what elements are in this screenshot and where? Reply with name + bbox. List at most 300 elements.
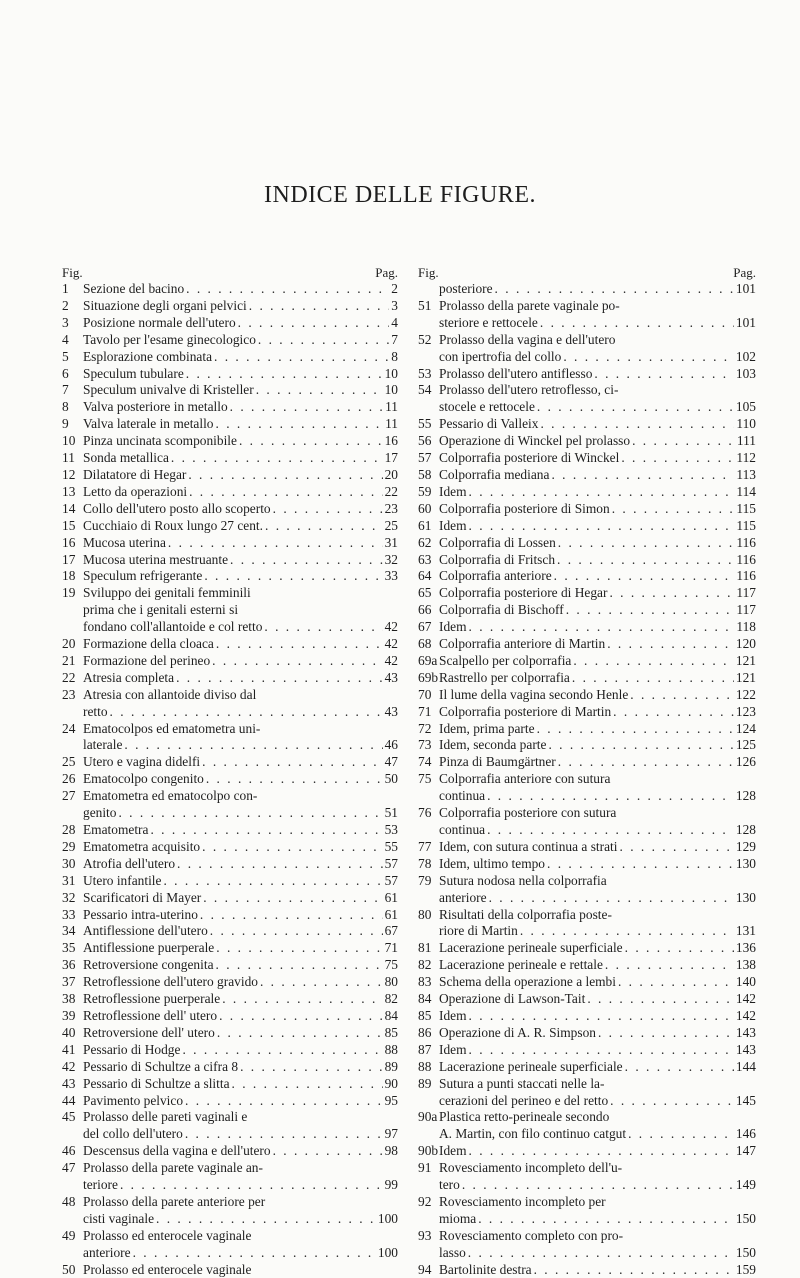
- caption-text: Lacerazione perineale superficiale: [439, 1058, 623, 1074]
- caption-text: Colporrafia anteriore con sutura: [439, 771, 611, 787]
- caption-text: Ematometra ed ematocolpo con-: [83, 788, 258, 804]
- figure-number: 34: [62, 923, 76, 939]
- figure-entry: [62, 940, 398, 957]
- figure-entry: [418, 907, 756, 941]
- figure-number: 17: [62, 551, 76, 567]
- figure-number: 61: [418, 517, 432, 533]
- caption-text: Prolasso della parete vaginale po-: [439, 297, 620, 313]
- caption-line: [439, 873, 756, 890]
- figure-caption: [83, 585, 398, 636]
- caption-line: [439, 754, 756, 771]
- figure-entry: [62, 484, 398, 501]
- caption-text: Il lume della vagina secondo Henle: [439, 686, 629, 702]
- dot-leader: [469, 1008, 734, 1025]
- figure-caption: [83, 450, 398, 467]
- caption-text: Idem, prima parte: [439, 720, 535, 736]
- page-number: 145: [735, 1092, 756, 1108]
- figure-caption: [83, 535, 398, 552]
- caption-text: con ipertrofia del collo: [439, 348, 562, 364]
- page-number: 46: [384, 737, 398, 753]
- caption-text: Prolasso della parete anteriore per: [83, 1193, 266, 1209]
- figure-entry: [62, 653, 398, 670]
- caption-line: [439, 805, 756, 822]
- dot-leader: [557, 552, 734, 569]
- page-number: 110: [736, 416, 756, 432]
- caption-line: [83, 805, 398, 822]
- figure-number: 94: [418, 1261, 432, 1277]
- dot-leader: [202, 839, 382, 856]
- dot-leader: [618, 974, 734, 991]
- dot-leader: [566, 602, 735, 619]
- caption-line: [439, 1177, 756, 1194]
- page-number: 3: [391, 297, 398, 313]
- figure-caption: [83, 501, 398, 518]
- caption-line: [439, 315, 756, 332]
- figure-entry: [62, 1143, 398, 1160]
- page-number: 100: [377, 1210, 398, 1226]
- dot-leader: [230, 399, 383, 416]
- caption-line: [83, 788, 398, 805]
- caption-line: [439, 788, 756, 805]
- figure-entry: [62, 1093, 398, 1110]
- caption-text: Valva posteriore in metallo: [83, 399, 228, 415]
- dot-leader: [182, 1042, 382, 1059]
- figure-number: 85: [418, 1007, 432, 1023]
- fig-header: Fig.: [62, 265, 83, 280]
- dot-leader: [598, 1025, 734, 1042]
- caption-line: [83, 670, 398, 687]
- figure-entry: [62, 568, 398, 585]
- figure-caption: [83, 433, 398, 450]
- figure-entry: [62, 890, 398, 907]
- figure-number: 50: [62, 1261, 76, 1277]
- figure-entry: [418, 619, 756, 636]
- page-number: 114: [736, 483, 756, 499]
- caption-text: Prolasso dell'utero retroflesso, ci-: [439, 382, 619, 398]
- caption-text: Rastrello per colporrafia: [439, 669, 570, 685]
- figure-number: 14: [62, 500, 76, 516]
- dot-leader: [163, 873, 382, 890]
- figure-caption: [439, 1228, 756, 1262]
- figure-number: 90a: [418, 1109, 438, 1125]
- caption-text: Prolasso dell'utero antiflesso: [439, 365, 593, 381]
- figure-number: 91: [418, 1160, 432, 1176]
- figure-entry: [62, 771, 398, 788]
- figure-number: 54: [418, 382, 432, 398]
- page-number: 101: [735, 281, 756, 296]
- dot-leader: [534, 1262, 734, 1278]
- caption-text: riore di Martin: [439, 923, 518, 939]
- caption-text: Pessario di Valleix: [439, 416, 539, 432]
- figure-caption: [439, 670, 756, 687]
- figure-entry: [62, 332, 398, 349]
- figure-caption: [439, 957, 756, 974]
- caption-line: [439, 535, 756, 552]
- figure-caption: [83, 940, 398, 957]
- caption-line: [83, 737, 398, 754]
- caption-text: Colporrafia anteriore di Martin: [439, 636, 606, 652]
- figure-entry: [62, 535, 398, 552]
- figure-caption: [83, 957, 398, 974]
- page-number: 17: [384, 450, 398, 466]
- caption-text: anteriore: [83, 1244, 131, 1260]
- caption-line: [83, 636, 398, 653]
- caption-line: [83, 1025, 398, 1042]
- figure-entry: [62, 670, 398, 687]
- figure-entry: [418, 501, 756, 518]
- figure-caption: [439, 1042, 756, 1059]
- figure-caption: [83, 890, 398, 907]
- caption-line: [83, 1228, 398, 1245]
- figure-caption: [439, 805, 756, 839]
- dot-leader: [610, 1093, 734, 1110]
- figure-number: 64: [418, 568, 432, 584]
- caption-line: [83, 433, 398, 450]
- figure-caption: [83, 1262, 398, 1278]
- figure-caption: [439, 602, 756, 619]
- page-number: 112: [736, 450, 756, 466]
- caption-line: [83, 1245, 398, 1262]
- dot-leader: [487, 822, 734, 839]
- caption-text: cerazioni del perineo e del retto: [439, 1092, 609, 1108]
- figure-number: 30: [62, 855, 76, 871]
- caption-text: tero: [439, 1177, 460, 1193]
- figure-number: 65: [418, 585, 432, 601]
- figure-entry: [418, 957, 756, 974]
- caption-line: [83, 501, 398, 518]
- figure-caption: [439, 1194, 756, 1228]
- caption-text: Retroversione dell' utero: [83, 1024, 215, 1040]
- page-number: 95: [384, 1092, 398, 1108]
- page-number: 22: [384, 483, 398, 499]
- caption-line: [439, 349, 756, 366]
- figure-number: 92: [418, 1193, 432, 1209]
- caption-line: [439, 1008, 756, 1025]
- caption-text: posteriore: [439, 281, 493, 296]
- figure-number: 21: [62, 652, 76, 668]
- caption-line: [439, 1143, 756, 1160]
- caption-line: [83, 619, 398, 636]
- figure-entry: [418, 552, 756, 569]
- dot-leader: [462, 1177, 734, 1194]
- caption-line: [83, 771, 398, 788]
- figure-caption: [83, 839, 398, 856]
- figure-entry: [62, 1042, 398, 1059]
- figure-entry: [418, 856, 756, 873]
- caption-line: [439, 907, 756, 924]
- caption-text: Ematocolpos ed ematometra uni-: [83, 720, 261, 736]
- figure-caption: [439, 518, 756, 535]
- figure-number: 5: [62, 348, 69, 364]
- dot-leader: [239, 433, 383, 450]
- caption-line: [439, 1093, 756, 1110]
- caption-line: [83, 602, 398, 619]
- page-number: 57: [384, 855, 398, 871]
- caption-line: [83, 991, 398, 1008]
- caption-text: Rovesciamento completo con pro-: [439, 1227, 624, 1243]
- figure-caption: [439, 653, 756, 670]
- figure-number: 41: [62, 1041, 76, 1057]
- caption-line: [439, 890, 756, 907]
- caption-line: [83, 907, 398, 924]
- figure-number: 2: [62, 297, 69, 313]
- dot-leader: [249, 298, 390, 315]
- dot-leader: [495, 281, 734, 298]
- figure-number: 11: [62, 450, 75, 466]
- page-number: 120: [735, 636, 756, 652]
- dot-leader: [558, 754, 734, 771]
- caption-text: Antiflessione dell'utero: [83, 923, 208, 939]
- figure-caption: [83, 298, 398, 315]
- figure-entry: [418, 416, 756, 433]
- caption-line: [439, 974, 756, 991]
- caption-text: Colporrafia posteriore di Winckel: [439, 450, 620, 466]
- figure-number: 3: [62, 314, 69, 330]
- caption-text: Colporrafia posteriore di Hegar: [439, 585, 608, 601]
- figure-number: 8: [62, 399, 69, 415]
- caption-text: Collo dell'utero posto allo scoperto: [83, 500, 271, 516]
- figure-number: 47: [62, 1160, 76, 1176]
- figure-entry: [62, 349, 398, 366]
- figure-caption: [439, 366, 756, 383]
- figure-number: 66: [418, 602, 432, 618]
- figure-entry: [418, 704, 756, 721]
- figure-entry: [418, 771, 756, 805]
- figure-number: 40: [62, 1024, 76, 1040]
- figure-caption: [439, 1008, 756, 1025]
- figure-caption: [439, 1160, 756, 1194]
- figure-caption: [83, 467, 398, 484]
- caption-line: [439, 1042, 756, 1059]
- figure-number: 62: [418, 534, 432, 550]
- dot-leader: [210, 923, 383, 940]
- page-number: 144: [735, 1058, 756, 1074]
- caption-text: Sezione del bacino: [83, 281, 185, 296]
- caption-line: [439, 771, 756, 788]
- figure-caption: [83, 1025, 398, 1042]
- caption-text: Sviluppo dei genitali femminili: [83, 585, 251, 601]
- caption-text: Formazione della cloaca: [83, 636, 214, 652]
- page-title: INDICE DELLE FIGURE.: [264, 182, 536, 208]
- dot-leader: [630, 687, 734, 704]
- caption-line: [439, 923, 756, 940]
- caption-text: Letto da operazioni: [83, 483, 188, 499]
- figure-entry: [62, 907, 398, 924]
- caption-line: [439, 636, 756, 653]
- caption-line: [83, 1262, 398, 1278]
- dot-leader: [222, 991, 382, 1008]
- caption-text: Retroflessione dell'utero gravido: [83, 974, 258, 990]
- caption-line: [83, 687, 398, 704]
- figure-entry: [62, 1008, 398, 1025]
- dot-leader: [540, 315, 734, 332]
- caption-line: [439, 1126, 756, 1143]
- dot-leader: [273, 501, 383, 518]
- figure-entry: [62, 754, 398, 771]
- caption-line: [83, 1160, 398, 1177]
- caption-text: Retroflessione puerperale: [83, 991, 221, 1007]
- caption-text: steriore e rettocele: [439, 314, 538, 330]
- caption-text: Sutura nodosa nella colporrafia: [439, 872, 607, 888]
- dot-leader: [216, 940, 382, 957]
- caption-line: [83, 1126, 398, 1143]
- dot-leader: [520, 923, 734, 940]
- figure-caption: [439, 585, 756, 602]
- figure-entry: [62, 721, 398, 755]
- caption-line: [439, 433, 756, 450]
- figure-number: 29: [62, 838, 76, 854]
- figure-entry: [62, 298, 398, 315]
- left-column: [62, 265, 398, 1278]
- page-number: 116: [736, 568, 756, 584]
- figure-caption: [439, 704, 756, 721]
- figure-entry: [62, 687, 398, 721]
- figure-caption: [83, 416, 398, 433]
- figure-entry: [418, 366, 756, 383]
- figure-number: 49: [62, 1227, 76, 1243]
- caption-text: Atresia completa: [83, 669, 175, 685]
- page-number: 31: [384, 534, 398, 550]
- dot-leader: [176, 670, 383, 687]
- figure-caption: [83, 991, 398, 1008]
- caption-line: [439, 518, 756, 535]
- figure-entry: [418, 687, 756, 704]
- figure-entry: [62, 501, 398, 518]
- figure-caption: [83, 771, 398, 788]
- figure-caption: [439, 737, 756, 754]
- figure-caption: [439, 382, 756, 416]
- figure-caption: [439, 619, 756, 636]
- caption-line: [83, 754, 398, 771]
- figure-number: 84: [418, 991, 432, 1007]
- dot-leader: [202, 754, 382, 771]
- figure-caption: [83, 1042, 398, 1059]
- figure-entry: [418, 991, 756, 1008]
- dot-leader: [216, 416, 384, 433]
- caption-text: Bartolinite destra: [439, 1261, 532, 1277]
- caption-text: teriore: [83, 1177, 118, 1193]
- caption-line: [439, 1228, 756, 1245]
- caption-text: Lacerazione perineale e rettale: [439, 957, 603, 973]
- page-number: 128: [735, 822, 756, 837]
- figure-caption: [83, 1076, 398, 1093]
- caption-text: lasso: [439, 1244, 466, 1260]
- caption-line: [83, 873, 398, 890]
- caption-line: [83, 1042, 398, 1059]
- figure-number: 82: [418, 957, 432, 973]
- caption-text: Ematometra: [83, 822, 149, 837]
- caption-text: Tavolo per l'esame ginecologico: [83, 331, 256, 347]
- figure-caption: [83, 281, 398, 298]
- caption-line: [83, 568, 398, 585]
- caption-text: Prolasso della parete vaginale an-: [83, 1160, 263, 1176]
- figure-number: 38: [62, 991, 76, 1007]
- caption-line: [83, 1076, 398, 1093]
- figure-number: 83: [418, 974, 432, 990]
- dot-leader: [469, 484, 735, 501]
- caption-text: Sonda metallica: [83, 450, 169, 466]
- figure-caption: [439, 1109, 756, 1143]
- figure-caption: [83, 332, 398, 349]
- caption-text: Pessario intra-uterino: [83, 906, 198, 922]
- figure-number: 28: [62, 822, 76, 837]
- page-number: 138: [735, 957, 756, 973]
- page-number: 118: [736, 619, 756, 635]
- figure-entry: [418, 1262, 756, 1278]
- caption-line: [439, 399, 756, 416]
- caption-text: Antiflessione puerperale: [83, 940, 215, 956]
- caption-line: [439, 1025, 756, 1042]
- caption-text: Colporrafia di Bischoff: [439, 602, 564, 618]
- dot-leader: [605, 957, 734, 974]
- dot-leader: [188, 467, 382, 484]
- figure-entry: [62, 281, 398, 298]
- caption-line: [83, 315, 398, 332]
- figure-entry: [418, 974, 756, 991]
- page-number: 113: [736, 466, 756, 482]
- caption-line: [439, 585, 756, 602]
- caption-text: del collo dell'utero: [83, 1126, 183, 1142]
- dot-leader: [587, 991, 734, 1008]
- figure-caption: [83, 670, 398, 687]
- caption-text: Speculum refrigerante: [83, 568, 203, 584]
- figure-entry: [62, 991, 398, 1008]
- dot-leader: [156, 1211, 376, 1228]
- caption-line: [83, 653, 398, 670]
- caption-text: Schema della operazione a lembi: [439, 974, 616, 990]
- figure-entry: [418, 298, 756, 332]
- dot-leader: [216, 636, 383, 653]
- caption-text: stocele e rettocele: [439, 399, 535, 415]
- figure-caption: [439, 974, 756, 991]
- figure-caption: [439, 1025, 756, 1042]
- page-number: 99: [384, 1177, 398, 1193]
- figure-entry: [418, 382, 756, 416]
- figure-entry: [418, 653, 756, 670]
- figure-entry: [62, 873, 398, 890]
- caption-line: [83, 1143, 398, 1160]
- caption-text: Prolasso della vagina e dell'utero: [439, 331, 616, 347]
- figure-number: 39: [62, 1007, 76, 1023]
- figure-entry: [62, 1076, 398, 1093]
- fig-header: Fig.: [418, 265, 439, 280]
- figure-entry: [62, 1228, 398, 1262]
- figure-number: 19: [62, 585, 76, 601]
- caption-text: Speculum tubulare: [83, 365, 184, 381]
- dot-leader: [554, 568, 735, 585]
- page-number: 140: [735, 974, 756, 990]
- figure-entry: [418, 1228, 756, 1262]
- figure-number: 53: [418, 365, 432, 381]
- dot-leader: [621, 450, 734, 467]
- page-number: 47: [384, 754, 398, 770]
- figure-entry: [418, 670, 756, 687]
- page-number: 11: [385, 399, 398, 415]
- page-number: 123: [735, 703, 756, 719]
- dot-leader: [469, 619, 735, 636]
- page-number: 75: [384, 957, 398, 973]
- caption-line: [439, 450, 756, 467]
- page-number: 126: [735, 754, 756, 770]
- caption-line: [439, 721, 756, 738]
- caption-line: [83, 822, 398, 839]
- page-number: 150: [735, 1210, 756, 1226]
- figure-caption: [83, 907, 398, 924]
- figure-caption: [439, 856, 756, 873]
- page-number: 102: [735, 348, 756, 364]
- caption-line: [83, 890, 398, 907]
- caption-line: [439, 670, 756, 687]
